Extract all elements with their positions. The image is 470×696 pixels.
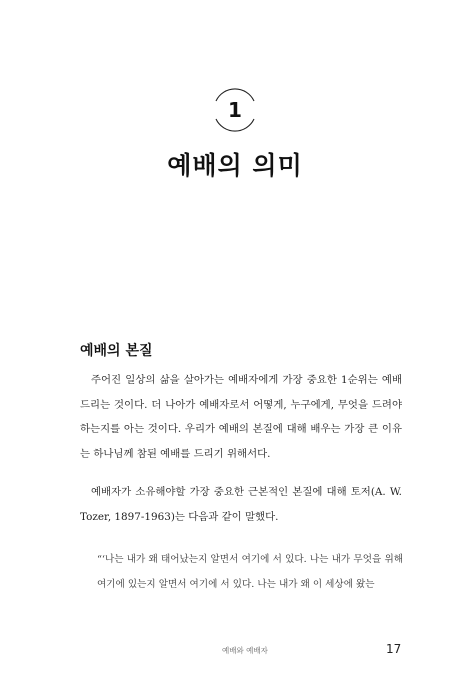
chapter-title: 예배의 의미 xyxy=(167,151,303,180)
running-title: 예배와 예배자 xyxy=(222,646,268,655)
chapter-number: 1 xyxy=(228,98,242,122)
page-number: 17 xyxy=(386,642,402,656)
body-paragraph-1: 주어진 일상의 삶을 살아가는 예배자에게 가장 중요한 1순위는 예배 드리는 것이다. 더 나아가 예배자로서 어떻게, 누구에게, 무엇을 드려야하는지를 아는 것이다. 우리가 예배의 본질에 대해 배우는 가장 큰 이유는 하나님께 참된 예배를 드리기 위해서다. xyxy=(80,374,402,460)
chapter-number-badge xyxy=(207,82,263,138)
section-heading: 예배의 본질 xyxy=(80,343,153,359)
body-paragraph-2: 예배자가 소유해야할 가장 중요한 근본적인 본질에 대해 토저(A. W. Tozer, 1897-1963)는 다음과 같이 말했다. xyxy=(80,486,402,523)
block-quote: “‘나는 내가 왜 태어났는지 알면서 여기에 서 있다. 나는 내가 무엇을 위해 여기에 있는지 알면서 여기에 서 있다. 나는 내가 왜 이 세상에 왔는 xyxy=(97,554,403,590)
